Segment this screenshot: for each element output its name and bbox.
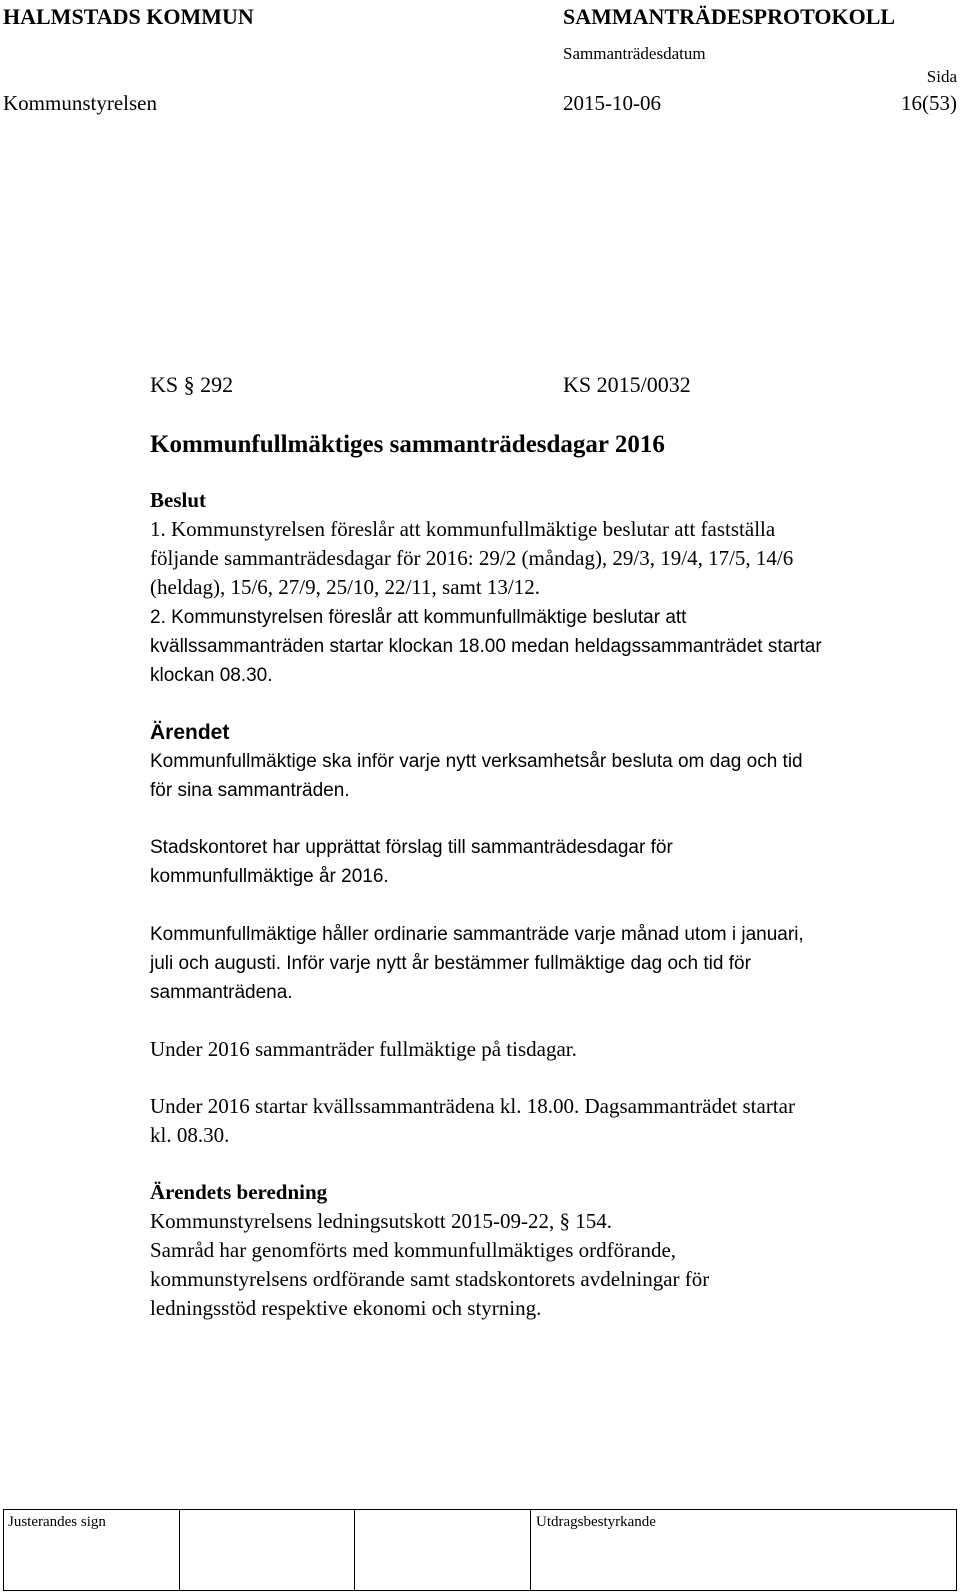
text-line: (heldag), 15/6, 27/9, 25/10, 22/11, samt 13/12. (150, 575, 541, 599)
arendet-paragraph-3 (150, 920, 804, 1007)
beslut-heading: Beslut (150, 488, 207, 512)
text-line: klockan 08.30. (150, 665, 273, 686)
text-line: följande sammanträdesdagar för 2016: 29/2 (måndag), 29/3, 19/4, 17/5, 14/6 (150, 546, 794, 570)
arendet-heading: Ärendet (150, 721, 230, 744)
text-line: 2. Kommunstyrelsen föreslår att kommunfullmäktige beslutar att (150, 607, 687, 628)
arendet-paragraph-4 (150, 1035, 577, 1064)
date-label: Sammanträdesdatum (563, 44, 706, 63)
page-number: 16(53) (901, 91, 957, 115)
text-line: kommunfullmäktige år 2016. (150, 866, 389, 887)
arendet-paragraph-1 (150, 747, 803, 805)
text-line: Kommunfullmäktige håller ordinarie sammanträde varje månad utom i januari, (150, 924, 804, 945)
text-line: för sina sammanträden. (150, 780, 350, 801)
sign-cell (4, 1510, 180, 1590)
signature-table (3, 1509, 957, 1591)
text-line: Kommunstyrelsens ledningsutskott 2015-09-22, § 154. (150, 1209, 612, 1233)
org-name: HALMSTADS KOMMUN (3, 4, 254, 29)
text-line: 1. Kommunstyrelsen föreslår att kommunfullmäktige beslutar att fastställa (150, 517, 776, 541)
case-number: KS 2015/0032 (563, 372, 691, 397)
beslut-point-2 (150, 603, 822, 690)
text-line: Under 2016 sammanträder fullmäktige på tisdagar. (150, 1037, 577, 1061)
body-name: Kommunstyrelsen (3, 91, 157, 115)
arendet-paragraph-5 (150, 1092, 795, 1150)
text-line: juli och augusti. Inför varje nytt år bestämmer fullmäktige dag och tid för (150, 953, 751, 974)
beredning-heading: Ärendets beredning (150, 1180, 328, 1204)
item-title: Kommunfullmäktiges sammanträdesdagar 2016 (150, 431, 665, 458)
arendet-paragraph-2 (150, 833, 673, 891)
beslut-point-1 (150, 515, 793, 602)
text-line: Under 2016 startar kvällssammanträdena kl. 18.00. Dagsammanträdet startar (150, 1094, 795, 1118)
text-line: sammanträdena. (150, 982, 293, 1003)
page-label: Sida (926, 67, 957, 86)
sign-label: Justerandes sign (8, 1514, 106, 1530)
text-line: Kommunfullmäktige ska inför varje nytt verksamhetsår besluta om dag och tid (150, 751, 803, 772)
beredning-text (150, 1207, 709, 1323)
text-line: ledningsstöd respektive ekonomi och styrning. (150, 1296, 542, 1320)
document-type: SAMMANTRÄDESPROTOKOLL (563, 4, 896, 29)
text-line: kommunstyrelsens ordförande samt stadskontorets avdelningar för (150, 1267, 710, 1291)
sign-cell-blank (179, 1510, 355, 1590)
text-line: kvällssammanträden startar klockan 18.00 medan heldagssammanträdet startar (150, 636, 822, 657)
sign-cell-blank (354, 1510, 531, 1590)
text-line: Stadskontoret har upprättat förslag till sammanträdesdagar för (150, 837, 673, 858)
extract-label: Utdragsbestyrkande (536, 1514, 656, 1530)
text-line: kl. 08.30. (150, 1123, 230, 1147)
ks-paragraph-ref: KS § 292 (150, 372, 234, 397)
text-line: Samråd har genomförts med kommunfullmäktiges ordförande, (150, 1238, 677, 1262)
meeting-date: 2015-10-06 (563, 91, 661, 115)
